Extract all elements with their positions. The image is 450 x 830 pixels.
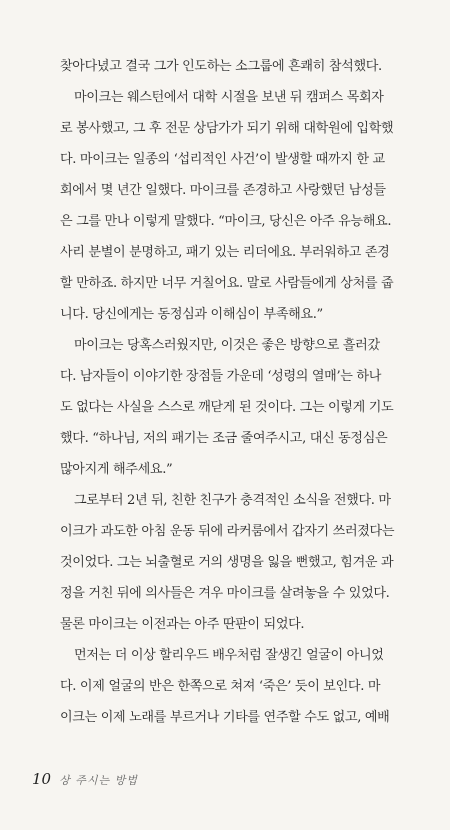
text-line: 것이었다. 그는 뇌출혈로 거의 생명을 잃을 뻔했고, 힘겨운 과 <box>60 555 394 570</box>
text-line: 사리 분별이 분명하고, 패기 있는 리더에요. 부러워하고 존경 <box>60 245 390 260</box>
page-number: 10 <box>32 770 52 788</box>
text-line: 은 그를 만나 이렇게 말했다. “마이크, 당신은 아주 유능해요. <box>60 214 392 229</box>
text-line: 다. 남자들이 이야기한 장점들 가운데 ‘성령의 열매’는 하나 <box>60 369 381 384</box>
text-line: 로 봉사했고, 그 후 전문 상담가가 되기 위해 대학원에 입학했 <box>60 121 394 136</box>
text-line: 다. 마이크는 일종의 ‘섭리적인 사건’이 발생할 때까지 한 교 <box>60 152 385 167</box>
text-line: 이크는 이제 노래를 부르거나 기타를 연주할 수도 없고, 예배 <box>60 710 390 725</box>
page-footer <box>32 770 138 788</box>
text-line: 이크가 과도한 아침 운동 뒤에 라커룸에서 갑자기 쓰러졌다는 <box>60 524 395 539</box>
text-line: 니다. 당신에게는 동정심과 이해심이 부족해요.” <box>60 307 323 322</box>
text-line: 회에서 몇 년간 일했다. 마이크를 존경하고 사랑했던 남성들 <box>60 183 386 198</box>
body-text <box>60 51 408 733</box>
text-line: 다. 이제 얼굴의 반은 한쪽으로 쳐져 ‘죽은’ 듯이 보인다. 마 <box>60 679 381 694</box>
text-line: 먼저는 더 이상 할리우드 배우처럼 잘생긴 얼굴이 아니었 <box>74 648 384 663</box>
text-line: 물론 마이크는 이전과는 아주 딴판이 되었다. <box>60 617 305 632</box>
text-line: 그로부터 2년 뒤, 친한 친구가 충격적인 소식을 전했다. 마 <box>74 493 391 508</box>
text-line: 찾아다녔고 결국 그가 인도하는 소그룹에 흔쾌히 참석했다. <box>60 59 382 74</box>
text-line: 마이크는 당혹스러웠지만, 이것은 좋은 방향으로 흘러갔 <box>74 338 380 353</box>
text-line: 했다. “하나님, 저의 패기는 조금 줄여주시고, 대신 동정심은 <box>60 431 388 446</box>
text-line: 도 없다는 사실을 스스로 깨닫게 된 것이다. 그는 이렇게 기도 <box>60 400 394 415</box>
text-line: 할 만하죠. 하지만 너무 거칠어요. 말로 사람들에게 상처를 줍 <box>60 276 394 291</box>
text-line: 마이크는 웨스턴에서 대학 시절을 보낸 뒤 캠퍼스 목회자 <box>74 90 384 105</box>
text-line: 정을 거친 뒤에 의사들은 겨우 마이크를 살려놓을 수 있었다. <box>60 586 390 601</box>
text-line: 많아지게 해주세요.” <box>60 462 173 477</box>
running-head: 상 주시는 방법 <box>59 774 138 787</box>
